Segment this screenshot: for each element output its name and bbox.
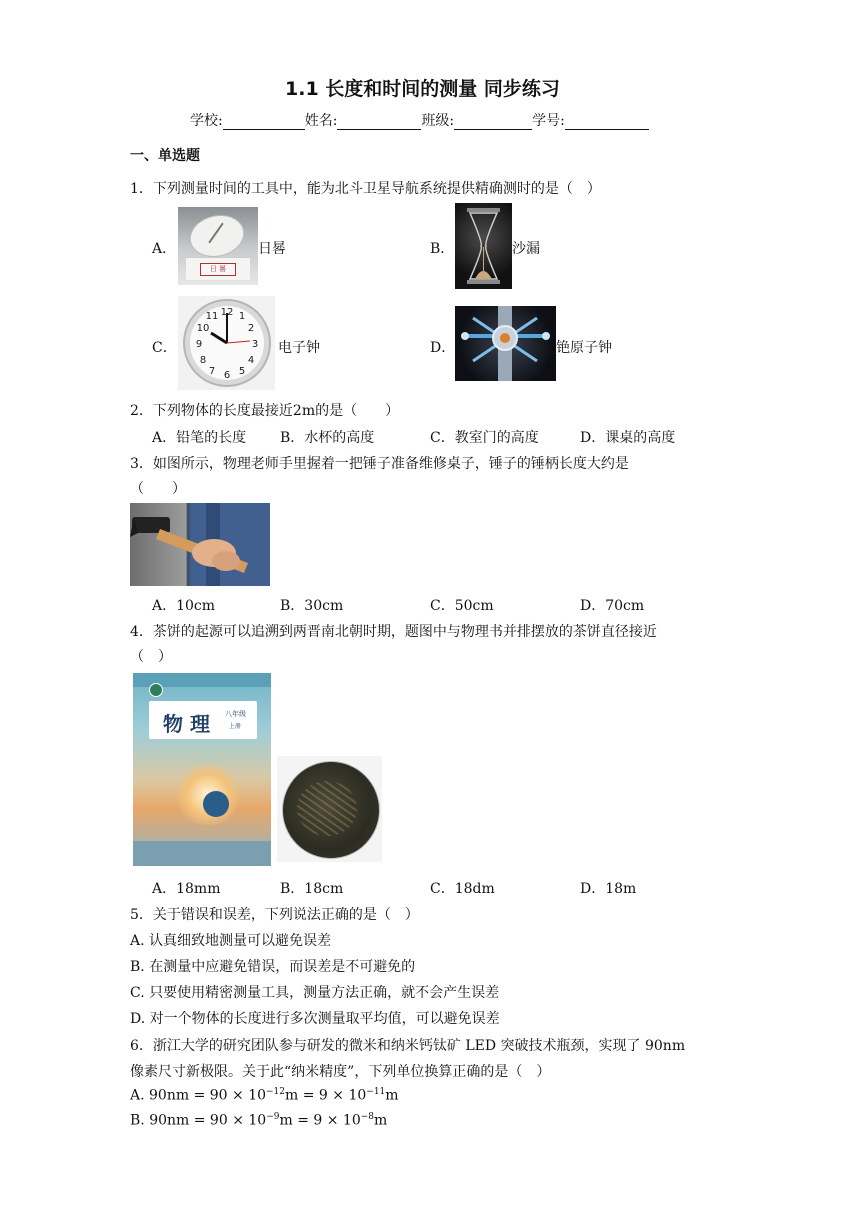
question-3-stem-line1: 3．如图所示，物理老师手里握着一把锤子准备维修桌子，锤子的锤柄长度大约是 bbox=[130, 456, 629, 472]
q6-a-exp2: −11 bbox=[366, 1087, 386, 1097]
hammer-icon bbox=[130, 503, 270, 586]
school-label: 学校: bbox=[190, 113, 223, 129]
q3-option-a: A．10cm bbox=[152, 598, 216, 614]
q5-option-b: B. 在测量中应避免错误，而误差是不可避免的 bbox=[130, 959, 416, 975]
q4-option-a: A．18mm bbox=[152, 881, 221, 897]
textbook-volume: 上册 bbox=[229, 723, 242, 730]
q1-option-b-letter: B． bbox=[430, 241, 455, 257]
class-blank bbox=[454, 115, 532, 130]
q6-a-suffix: m bbox=[385, 1087, 399, 1104]
q5-option-d: D. 对一个物体的长度进行多次测量取平均值，可以避免误差 bbox=[130, 1011, 500, 1027]
atomic-clock-icon bbox=[455, 306, 556, 381]
q2-option-b: B．水杯的高度 bbox=[280, 430, 375, 446]
q1-option-a-letter: A． bbox=[152, 241, 177, 257]
student-info-line bbox=[190, 110, 649, 130]
q6-a-exp1: −12 bbox=[266, 1087, 286, 1097]
svg-text:1: 1 bbox=[238, 311, 246, 322]
q5-option-c: C. 只要使用精密测量工具，测量方法正确，就不会产生误差 bbox=[130, 985, 500, 1001]
id-blank bbox=[565, 115, 649, 130]
q4-option-b: B．18cm bbox=[280, 881, 344, 897]
question-6-stem-line2: 像素尺寸新极限。关于此“纳米精度”，下列单位换算正确的是（ ） bbox=[130, 1064, 551, 1080]
svg-text:12: 12 bbox=[220, 307, 234, 318]
sundial-plaque: 日 晷 bbox=[200, 263, 236, 276]
question-2-stem: 2．下列物体的长度最接近2m的是（ ） bbox=[130, 403, 400, 419]
hourglass-image bbox=[455, 203, 512, 289]
q6-b-exp1: −9 bbox=[266, 1112, 280, 1122]
q6-option-a bbox=[130, 1087, 399, 1104]
textbook-grade: 八年级 bbox=[225, 710, 246, 718]
q1-option-c-text: 电子钟 bbox=[278, 340, 320, 356]
q2-option-d: D．课桌的高度 bbox=[580, 430, 676, 446]
q4-option-d: D．18m bbox=[580, 881, 637, 897]
q1-option-b-text: 沙漏 bbox=[512, 241, 540, 257]
q6-b-mid: m = 9 × 10 bbox=[279, 1112, 361, 1129]
name-blank bbox=[337, 115, 421, 130]
textbook-emblem bbox=[149, 683, 163, 697]
q3-option-c: C．50cm bbox=[430, 598, 494, 614]
atomic-clock-image bbox=[455, 306, 556, 381]
physics-textbook-image bbox=[133, 673, 271, 866]
q3-option-d: D．70cm bbox=[580, 598, 645, 614]
q2-option-c: C．教室门的高度 bbox=[430, 430, 539, 446]
q1-option-c-letter: C． bbox=[152, 340, 177, 356]
q6-option-b bbox=[130, 1112, 387, 1129]
svg-text:10: 10 bbox=[196, 323, 210, 334]
svg-text:11: 11 bbox=[205, 311, 219, 322]
page-title: 1.1 长度和时间的测量 同步练习 bbox=[285, 78, 560, 100]
q6-b-suffix: m bbox=[374, 1112, 388, 1129]
question-4-stem-line2: （ ） bbox=[130, 649, 172, 665]
question-3-stem-line2: （ ） bbox=[130, 481, 186, 497]
q3-option-b: B．30cm bbox=[280, 598, 344, 614]
section-heading: 一、单选题 bbox=[130, 148, 200, 164]
hourglass-icon bbox=[455, 203, 512, 289]
question-5-stem: 5．关于错误和误差，下列说法正确的是（ ） bbox=[130, 907, 419, 923]
class-label: 班级: bbox=[421, 113, 455, 129]
svg-text:5: 5 bbox=[238, 366, 246, 377]
electronic-clock-image bbox=[178, 296, 275, 390]
q5-option-a: A. 认真细致地测量可以避免误差 bbox=[130, 933, 332, 949]
q6-a-mid: m = 9 × 10 bbox=[285, 1087, 367, 1104]
q1-option-d-letter: D． bbox=[430, 340, 456, 356]
hammer-photo bbox=[130, 503, 270, 586]
svg-text:6: 6 bbox=[223, 370, 231, 381]
question-4-stem-line1: 4．茶饼的起源可以追溯到两晋南北朝时期，题图中与物理书并排摆放的茶饼直径接近 bbox=[130, 624, 657, 640]
school-blank bbox=[223, 115, 305, 130]
sundial-image bbox=[178, 207, 258, 285]
svg-text:2: 2 bbox=[247, 323, 255, 334]
q6-b-exp2: −8 bbox=[360, 1112, 375, 1122]
tea-cake-image bbox=[277, 756, 382, 862]
textbook-title-box bbox=[149, 701, 257, 739]
q1-option-a-text: 日晷 bbox=[258, 241, 286, 257]
q2-option-a: A．铅笔的长度 bbox=[152, 430, 247, 446]
question-1-stem: 1．下列测量时间的工具中，能为北斗卫星导航系统提供精确测时的是（ ） bbox=[130, 181, 601, 197]
id-label: 学号: bbox=[532, 113, 565, 129]
svg-text:4: 4 bbox=[247, 355, 255, 366]
svg-text:9: 9 bbox=[195, 339, 203, 350]
svg-text:3: 3 bbox=[251, 339, 259, 350]
q6-b-prefix: B. 90nm = 90 × 10 bbox=[130, 1112, 267, 1129]
q6-a-prefix: A. 90nm = 90 × 10 bbox=[130, 1087, 267, 1104]
name-label: 姓名: bbox=[304, 113, 338, 129]
textbook-title: 物 理 bbox=[163, 712, 210, 736]
q1-option-d-text: 铯原子钟 bbox=[556, 340, 612, 356]
clock-icon bbox=[178, 296, 275, 390]
q4-option-c: C．18dm bbox=[430, 881, 495, 897]
svg-text:8: 8 bbox=[199, 355, 207, 366]
question-6-stem-line1: 6．浙江大学的研究团队参与研发的微米和纳米钙钛矿 LED 突破技术瓶颈，实现了 90nm bbox=[130, 1038, 686, 1054]
svg-text:7: 7 bbox=[208, 366, 216, 377]
